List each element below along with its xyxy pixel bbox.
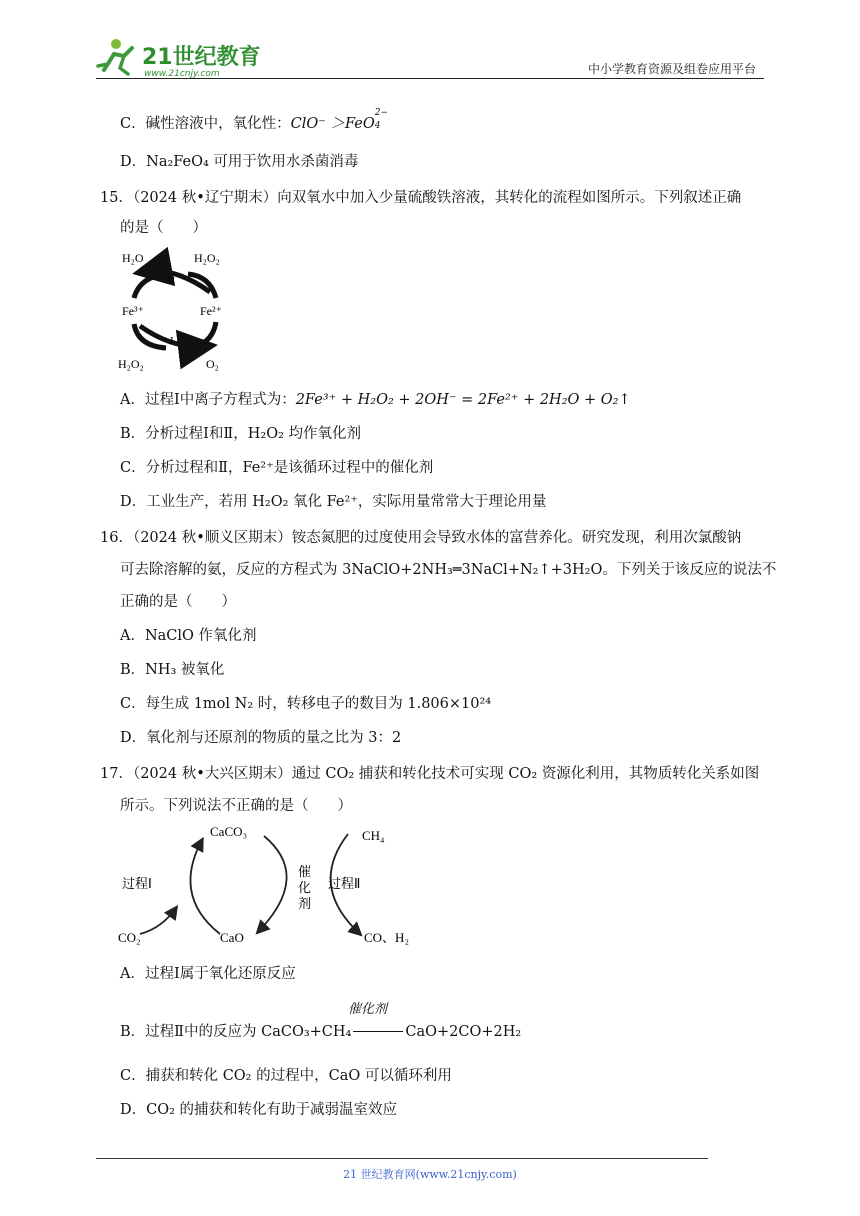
q16-option-b: B．NH₃ 被氧化 [120, 662, 225, 678]
q15-option-d: D．工业生产，若用 H₂O₂ 氧化 Fe²⁺，实际用量常常大于理论用量 [120, 494, 547, 510]
logo-text: 21世纪教育 [142, 45, 261, 70]
q16-stem-line2: 可去除溶解的氨，反应的方程式为 3NaClO+2NH₃═3NaCl+N₂↑+3H₂O。下列关于该反应的说法不 [120, 562, 777, 578]
q17-stem-line1: 17．（2024 秋•大兴区期末）通过 CO₂ 捕获和转化技术可实现 CO₂ 资源化利用，其物质转化关系如图 [100, 766, 760, 782]
q14-option-d: D．Na₂FeO₄ 可用于饮用水杀菌消毒 [120, 154, 359, 170]
diagram-process-2: 过程Ⅱ [328, 877, 361, 892]
q15-stem-line1: 15．（2024 秋•辽宁期末）向双氧水中加入少量硫酸铁溶液，其转化的流程如图所示。下列叙述正确 [100, 190, 742, 206]
q15-option-a: A．过程Ⅰ中离子方程式为：2Fe³⁺ + H₂O₂ + 2OH⁻ = 2Fe²⁺ + 2H₂O + O₂↑ [120, 392, 631, 408]
svg-text:化: 化 [298, 881, 312, 896]
diagram-ch4: CH₄ [362, 828, 385, 843]
logo-url: www.21cnjy.com [144, 69, 220, 79]
q17-option-b: B．过程Ⅱ中的反应为 CaCO₃+CH₄ CaO+2CO+2H₂ [120, 1024, 522, 1040]
svg-text:催: 催 [298, 865, 312, 880]
diagram-h2o2-top: H₂O₂ [194, 251, 220, 265]
q15-stem-line2: 的是（ ） [120, 220, 207, 236]
site-logo [94, 36, 264, 80]
diagram-fe2: Fe²⁺ [200, 304, 222, 318]
svg-text:剂: 剂 [298, 897, 312, 912]
footer-divider [96, 1158, 708, 1159]
q17-stem-line2: 所示。下列说法不正确的是（ ） [120, 798, 352, 814]
header-divider [96, 78, 764, 79]
diagram-caco3: CaCO₃ [210, 824, 248, 839]
q14-option-c: C．碱性溶液中，氧化性：ClO⁻ ＞FeO 2− 4 [120, 108, 388, 132]
diagram-catalyst-label [298, 864, 311, 912]
diagram-products: CO、H₂ [364, 930, 409, 945]
header-platform-text: 中小学教育资源及组卷应用平台 [587, 62, 756, 76]
diagram-co2: CO₂ [118, 930, 141, 945]
q17-option-c: C．捕获和转化 CO₂ 的过程中，CaO 可以循环利用 [120, 1068, 452, 1084]
q16-stem-line3: 正确的是（ ） [120, 594, 236, 610]
q16-option-d: D．氧化剂与还原剂的物质的量之比为 3：2 [120, 730, 402, 746]
footer-link[interactable]: 21 世纪教育网(www.21cnjy.com) [343, 1168, 517, 1181]
q15-option-b: B．分析过程Ⅰ和Ⅱ，H₂O₂ 均作氧化剂 [120, 426, 362, 442]
diagram-o2-bottom: O₂ [206, 357, 219, 371]
diagram-label-ii: II [168, 275, 176, 287]
diagram-cao: CaO [220, 930, 244, 945]
q15-option-c: C．分析过程和Ⅱ，Fe²⁺是该循环过程中的催化剂 [120, 460, 434, 476]
diagram-process-1: 过程Ⅰ [122, 877, 152, 892]
diagram-h2o-top: H₂O [122, 251, 144, 265]
q17-option-a: A．过程Ⅰ属于氧化还原反应 [120, 966, 296, 982]
q16-option-c: C．每生成 1mol N₂ 时，转移电子的数目为 1.806×10²⁴ [120, 696, 492, 712]
q16-stem-line1: 16．（2024 秋•顺义区期末）铵态氮肥的过度使用会导致水体的富营养化。研究发现，利用次氯酸钠 [100, 530, 742, 546]
diagram-label-i: I [170, 335, 174, 347]
q17-conversion-diagram [112, 816, 432, 950]
q17-option-b-catalyst: 催化剂 [348, 1002, 388, 1017]
diagram-fe3: Fe³⁺ [122, 304, 144, 318]
diagram-h2o2-bottom: H₂O₂ [118, 357, 144, 371]
q15-cycle-diagram [112, 246, 242, 376]
q17-option-d: D．CO₂ 的捕获和转化有助于减弱温室效应 [120, 1102, 398, 1118]
q16-option-a: A．NaClO 作氧化剂 [120, 628, 257, 644]
